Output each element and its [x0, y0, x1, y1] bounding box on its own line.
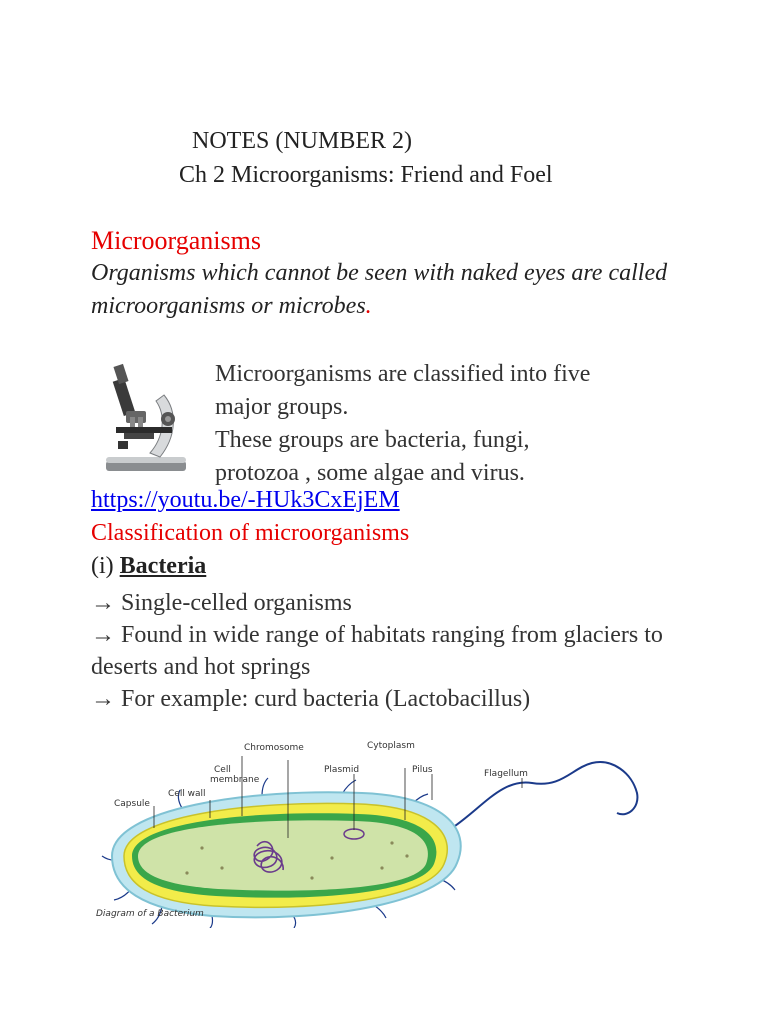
classification-line-4: protozoa , some algae and virus. — [215, 460, 525, 486]
video-link[interactable]: https://youtu.be/-HUk3CxEjEM — [91, 487, 400, 513]
label-capsule: Capsule — [114, 799, 150, 809]
label-cell-wall: Cell wall — [168, 789, 206, 799]
bacterium-diagram — [92, 738, 642, 928]
section-heading-classification: Classification of microorganisms — [91, 520, 410, 546]
definition-end: . — [365, 293, 372, 319]
bullet-item: → Single-celled organisms — [91, 590, 352, 616]
bullet-item: → Found in wide range of habitats ranging from glaciers to deserts and hot springs — [91, 622, 663, 680]
label-plasmid: Plasmid — [324, 765, 360, 775]
bacteria-title: Bacteria — [119, 553, 207, 579]
classification-line-3: These groups are bacteria, fungi, — [215, 427, 530, 453]
label-cytoplasm: Cytoplasm — [367, 741, 415, 751]
definition-body: Organisms which cannot be seen with naked eyes are called microorganisms or microbes — [91, 260, 668, 319]
label-flagellum: Flagellum — [484, 769, 528, 779]
definition-text — [91, 257, 731, 323]
classification-line-1: Microorganisms are classified into five — [215, 361, 591, 387]
label-membrane: membrane — [210, 775, 260, 785]
item-prefix: (i) — [91, 553, 120, 579]
bacteria-heading — [91, 553, 206, 580]
chapter-title: Ch 2 Microorganisms: Friend and Foel — [179, 162, 553, 188]
label-pilus: Pilus — [412, 765, 433, 775]
classification-paragraph — [215, 358, 735, 490]
diagram-caption: Diagram of a Bacterium — [96, 909, 204, 919]
microscope-image — [98, 357, 193, 475]
classification-line-2: major groups. — [215, 394, 349, 420]
notes-title: NOTES (NUMBER 2) — [192, 128, 412, 154]
bacteria-bullets — [91, 587, 711, 715]
label-chromosome: Chromosome — [244, 743, 304, 753]
bullet-item: → For example: curd bacteria (Lactobacillus) — [91, 686, 531, 712]
label-cell: Cell — [214, 765, 231, 775]
section-heading-microorganisms: Microorganisms — [91, 226, 261, 255]
